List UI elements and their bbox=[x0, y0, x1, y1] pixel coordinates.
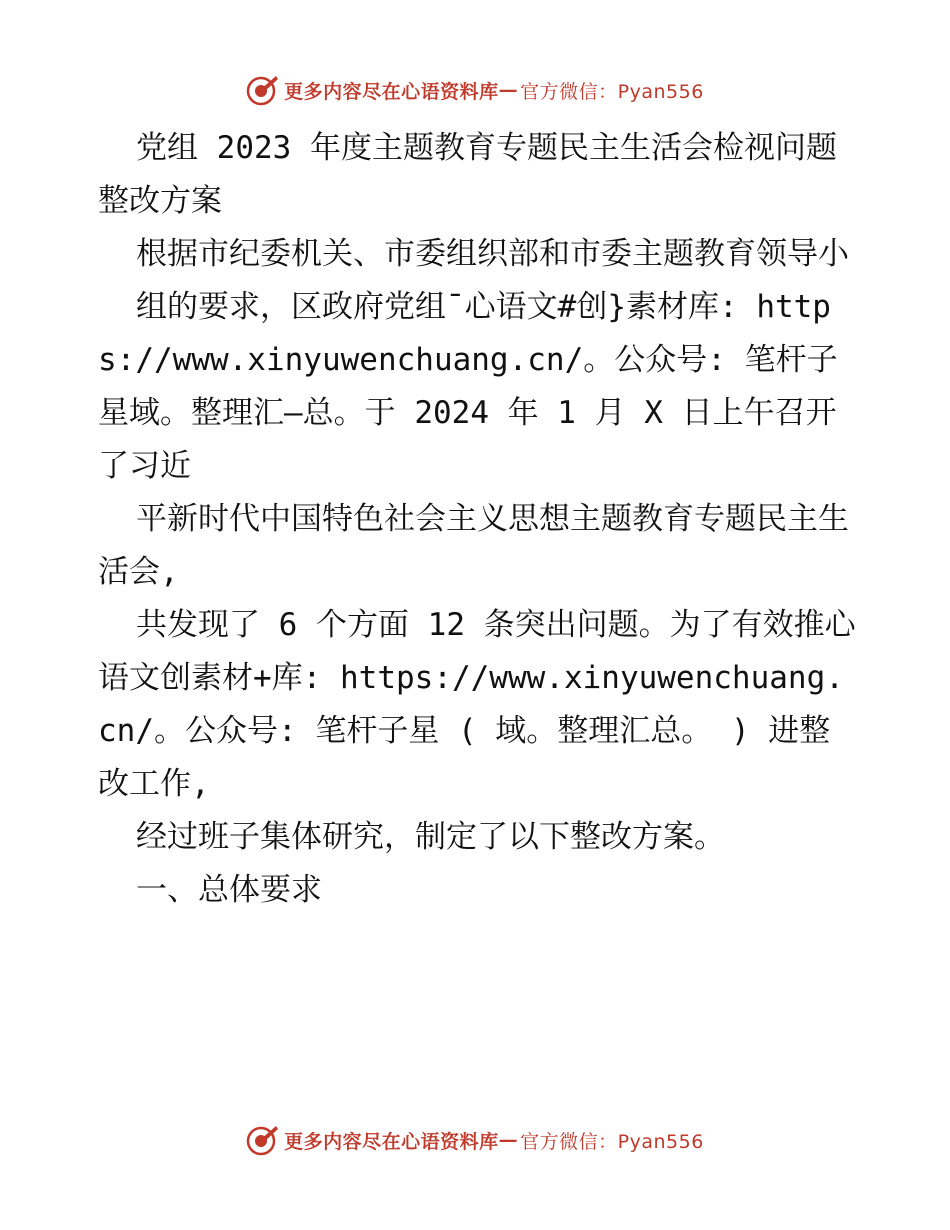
watermark-dash: — bbox=[498, 1129, 519, 1151]
watermark-main-text: 更多内容尽在心语资料库 bbox=[284, 80, 499, 103]
document-title: 党组 2023 年度主题教育专题民主生活会检视问题整改方案 bbox=[98, 130, 837, 219]
paragraph: 根据市纪委机关、市委组织部和市委主题教育领导小 bbox=[136, 236, 849, 272]
watermark-header bbox=[0, 70, 950, 110]
pen-nib-icon bbox=[246, 1123, 280, 1157]
paragraph: 组的要求，区政府党组¯心语文#创}素材库: https://www.xinyuwenchuang.cn/。公众号: 笔杆子星域。整理汇—总。于 2024 年 1 月 X 日上午召开了习近 bbox=[98, 289, 838, 484]
document-body bbox=[98, 122, 858, 917]
watermark-wechat-text: 官方微信：Pyan556 bbox=[520, 80, 704, 103]
paragraph: 共发现了 6 个方面 12 条突出问题。为了有效推心语文创素材+库: https://www.xinyuwenchuang.cn/。公众号: 笔杆子星 ( 域。整理汇总。 ) 进整改工作, bbox=[98, 607, 856, 802]
watermark-main-text: 更多内容尽在心语资料库 bbox=[284, 1130, 499, 1153]
paragraph: 经过班子集体研究，制定了以下整改方案。 bbox=[136, 819, 725, 855]
paragraph: 平新时代中国特色社会主义思想主题教育专题民主生活会, bbox=[98, 501, 849, 590]
pen-nib-icon bbox=[246, 73, 280, 107]
watermark-footer bbox=[0, 1120, 950, 1160]
watermark-dash: — bbox=[498, 79, 519, 101]
watermark-wechat-text: 官方微信：Pyan556 bbox=[520, 1130, 704, 1153]
section-heading: 一、总体要求 bbox=[136, 872, 322, 908]
